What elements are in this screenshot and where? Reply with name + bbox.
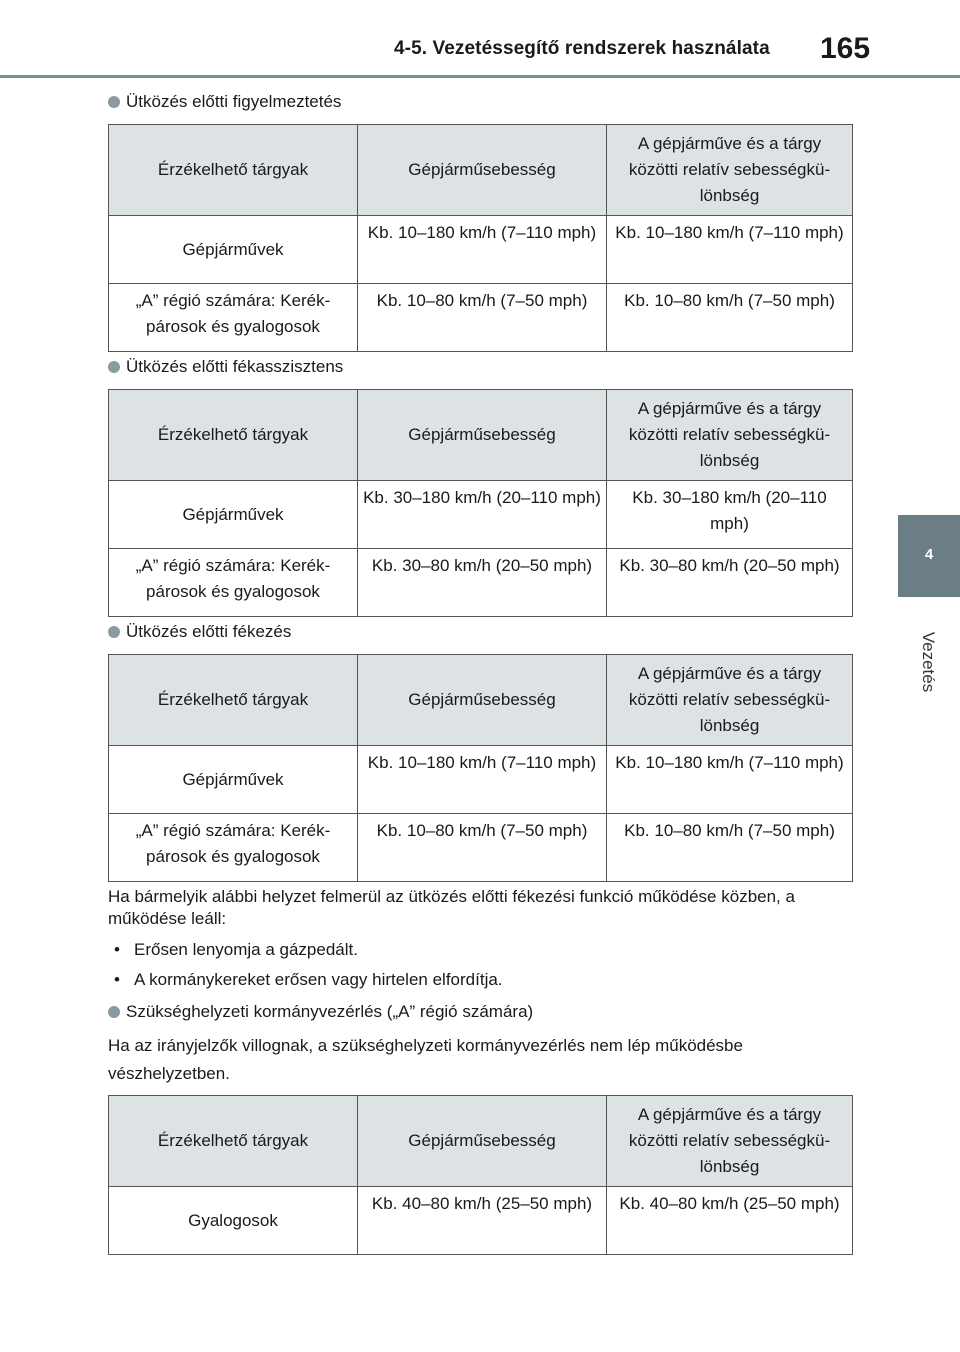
table-row (109, 1187, 853, 1255)
header-objects: Érzékelhető tárgyak (109, 1096, 358, 1187)
cell-object: Gépjárművek (109, 481, 358, 549)
cell-object: Gépjárművek (109, 216, 358, 284)
chapter-label: Vezetés (919, 631, 938, 693)
spec-table (108, 389, 853, 617)
list-item-text: A kormánykereket erősen vagy hirtelen elfordítja. (134, 970, 503, 989)
cell-object: Gyalogosok (109, 1187, 358, 1255)
header-relative: A gépjárműve és a tárgy közötti relatív sebességkü-lönbség (607, 1096, 853, 1187)
page-number: 165 (819, 32, 871, 65)
cell-relative: Kb. 40–80 km/h (25–50 mph) (607, 1187, 853, 1255)
list-bullet: • (114, 970, 120, 989)
cell-speed: Kb. 40–80 km/h (25–50 mph) (358, 1187, 607, 1255)
header-relative: A gépjárműve és a tárgy közötti relatív sebességkü-lönbség (607, 655, 853, 746)
cell-object: „A” régió számára: Kerék-párosok és gyalogosok (109, 549, 358, 617)
cell-relative: Kb. 30–180 km/h (20–110 mph) (607, 481, 853, 549)
list-item-text: Erősen lenyomja a gázpedált. (134, 940, 358, 959)
header-relative: A gépjárműve és a tárgy közötti relatív sebességkü-lönbség (607, 125, 853, 216)
chapter-tab: 4 (898, 515, 960, 597)
header-relative: A gépjárműve és a tárgy közötti relatív sebességkü-lönbség (607, 390, 853, 481)
cell-relative: Kb. 10–180 km/h (7–110 mph) (607, 216, 853, 284)
bullet-icon (108, 96, 120, 108)
header-objects: Érzékelhető tárgyak (109, 125, 358, 216)
header-objects: Érzékelhető tárgyak (109, 390, 358, 481)
section-heading-text: Szükséghelyzeti kormányvezérlés („A” régió számára) (126, 1002, 534, 1021)
table-header-row (109, 655, 853, 746)
table-header-row (109, 125, 853, 216)
bullet-icon (108, 626, 120, 638)
table-row (109, 549, 853, 617)
braking-note-intro: Ha bármelyik alábbi helyzet felmerül az ütközés előtti fékezési funkció működése közben, a működése leáll: (108, 887, 795, 928)
table-row (109, 746, 853, 814)
section-heading-text: Ütközés előtti fékasszisztens (126, 357, 344, 376)
section-title: 4-5. Vezetéssegítő rendszerek használata (394, 38, 770, 59)
header-objects: Érzékelhető tárgyak (109, 655, 358, 746)
spec-table (108, 654, 853, 882)
table-row (109, 814, 853, 882)
list-item (114, 940, 358, 960)
header-speed: Gépjárműsebesség (358, 1096, 607, 1187)
cell-speed: Kb. 10–80 km/h (7–50 mph) (358, 814, 607, 882)
section-heading-text: Ütközés előtti figyelmeztetés (126, 92, 342, 111)
table-header-row (109, 1096, 853, 1187)
cell-speed: Kb. 10–80 km/h (7–50 mph) (358, 284, 607, 352)
section-heading (108, 1002, 533, 1022)
table-row (109, 481, 853, 549)
header-rule (0, 75, 960, 78)
section-heading (108, 92, 341, 112)
header-speed: Gépjárműsebesség (358, 655, 607, 746)
cell-object: Gépjárművek (109, 746, 358, 814)
cell-relative: Kb. 10–180 km/h (7–110 mph) (607, 746, 853, 814)
section-heading (108, 357, 343, 377)
cell-relative: Kb. 10–80 km/h (7–50 mph) (607, 814, 853, 882)
steering-note: Ha az irányjelzők villognak, a szükséghelyzeti kormányvezérlés nem lép működésbe vészhelyzetben. (108, 1036, 743, 1083)
bullet-icon (108, 1006, 120, 1018)
section-heading (108, 622, 291, 642)
section-heading-text: Ütközés előtti fékezés (126, 622, 292, 641)
cell-relative: Kb. 30–80 km/h (20–50 mph) (607, 549, 853, 617)
table-row (109, 284, 853, 352)
cell-speed: Kb. 10–180 km/h (7–110 mph) (358, 746, 607, 814)
bullet-icon (108, 361, 120, 373)
table-header-row (109, 390, 853, 481)
cell-object: „A” régió számára: Kerék-párosok és gyalogosok (109, 284, 358, 352)
cell-speed: Kb. 30–180 km/h (20–110 mph) (358, 481, 607, 549)
cell-relative: Kb. 10–80 km/h (7–50 mph) (607, 284, 853, 352)
spec-table (108, 1095, 853, 1255)
cell-speed: Kb. 30–80 km/h (20–50 mph) (358, 549, 607, 617)
list-item (114, 970, 503, 990)
header-speed: Gépjárműsebesség (358, 390, 607, 481)
list-bullet: • (114, 940, 120, 959)
table-row (109, 216, 853, 284)
cell-speed: Kb. 10–180 km/h (7–110 mph) (358, 216, 607, 284)
header-speed: Gépjárműsebesség (358, 125, 607, 216)
cell-object: „A” régió számára: Kerék-párosok és gyalogosok (109, 814, 358, 882)
spec-table (108, 124, 853, 352)
